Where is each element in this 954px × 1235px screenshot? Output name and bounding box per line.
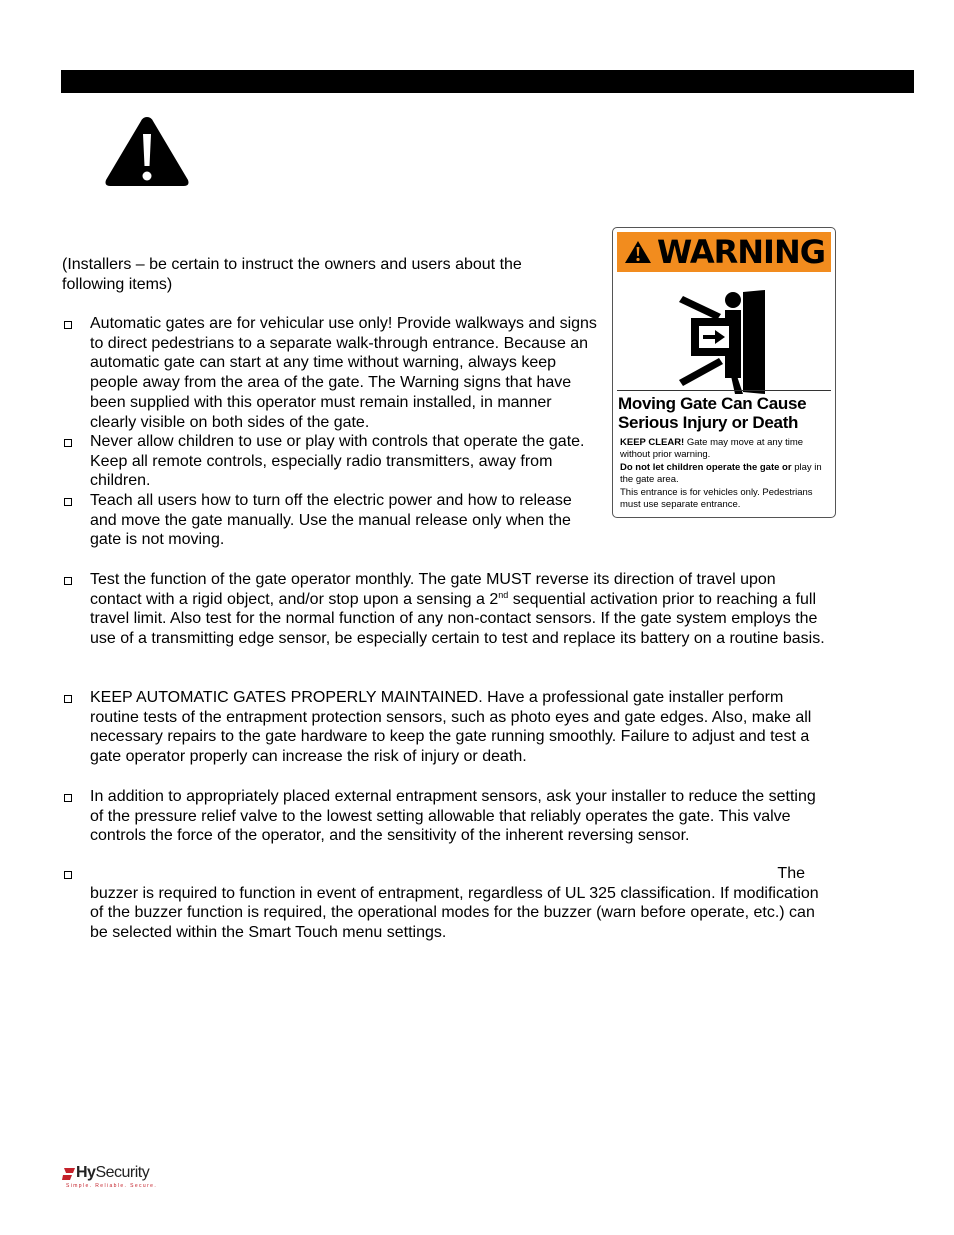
sign-line (620, 437, 834, 461)
item-text-post: sequential activation prior to reaching a full travel limit. Also test for the normal function of any non-contact sensors. If the gate system employs the use of a transmitting edge sensor, be especially certain to test and replace its battery on a routine basis. (90, 590, 825, 648)
sign-divider (617, 390, 831, 391)
header-bar (61, 70, 914, 93)
bullet-icon (64, 794, 72, 802)
warning-triangle-icon (103, 114, 191, 188)
list-item: Automatic gates are for vehicular use only! Provide walkways and signs to direct pedestrians to a separate walk-through entrance. Because an automatic gate can start at any time without warning, always keep people away from the area of the gate. The Warning signs that have been supplied with this operator must remain installed, in manner clearly visible on both sides of the gate. (90, 315, 597, 431)
logo-tagline: Simple. Reliable. Secure. (66, 1183, 158, 1189)
item-lead: The (777, 865, 805, 882)
list-item: Teach all users how to turn off the electric power and how to release and move the gate manually. Use the manual release only when the gate is not moving. (90, 492, 572, 549)
gate-crush-icon (673, 288, 783, 400)
sign-line-bold: Do not let children operate the gate or (620, 462, 792, 473)
intro-text: (Installers – be certain to instruct the owners and users about the following items) (62, 256, 522, 293)
list-item (90, 570, 830, 649)
sign-line (620, 462, 834, 486)
list-item: Never allow children to use or play with controls that operate the gate. Keep all remote controls, especially radio transmitters, away from children. (90, 433, 585, 490)
item-text-pre: Test the function of the gate operator monthly. The gate MUST reverse its direction of travel upon contact with a rigid object, and/or stop upon a sensing a 2 (90, 571, 776, 608)
sign-header (617, 232, 831, 272)
bullet-icon (64, 439, 72, 447)
bullet-icon (64, 321, 72, 329)
warning-sign (612, 227, 836, 518)
bullet-icon (64, 871, 72, 879)
sign-triangle-icon (623, 239, 653, 265)
sign-line (620, 487, 834, 511)
sign-header-text: WARNING (657, 233, 825, 271)
sign-line-text: Gate may move at any time without prior warning. (620, 437, 804, 460)
bullet-icon (64, 498, 72, 506)
superscript: nd (498, 589, 509, 600)
logo-wordmark (76, 1164, 149, 1182)
logo-word-thin: Security (95, 1164, 150, 1181)
bullet-icon (64, 577, 72, 585)
sign-line-text: This entrance is for vehicles only. Pedestrians must use separate entrance. (620, 487, 813, 510)
item-text: buzzer is required to function in event of entrapment, regardless of UL 325 classification. If modification of the buzzer function is required, the operational modes for the buzzer (warn before operate, etc.) can be selected within the Smart Touch menu settings. (90, 884, 819, 942)
logo-word-bold: Hy (76, 1164, 96, 1181)
list-item (90, 864, 830, 943)
hysecurity-logo-icon (62, 1167, 76, 1181)
sign-title: Moving Gate Can Cause Serious Injury or Death (618, 394, 807, 432)
sign-line-text: play in the gate area. (620, 462, 822, 485)
sign-line-bold: KEEP CLEAR! (620, 437, 685, 448)
list-item: KEEP AUTOMATIC GATES PROPERLY MAINTAINED. Have a professional gate installer perform routine tests of the entrapment protection sensors, such as photo eyes and gate edges. Also, make all necessary repairs to the gate hardware to keep the gate running smoothly. Failure to adjust and test a gate operator properly can increase the risk of injury or death. (90, 689, 812, 766)
bullet-icon (64, 695, 72, 703)
company-logo (62, 1164, 157, 1194)
list-item: In addition to appropriately placed external entrapment sensors, ask your installer to reduce the setting of the pressure relief valve to the lowest setting allowable that reliably operates the gate. This valve controls the force of the operator, and the sensitivity of the inherent reversing sensor. (90, 788, 816, 845)
